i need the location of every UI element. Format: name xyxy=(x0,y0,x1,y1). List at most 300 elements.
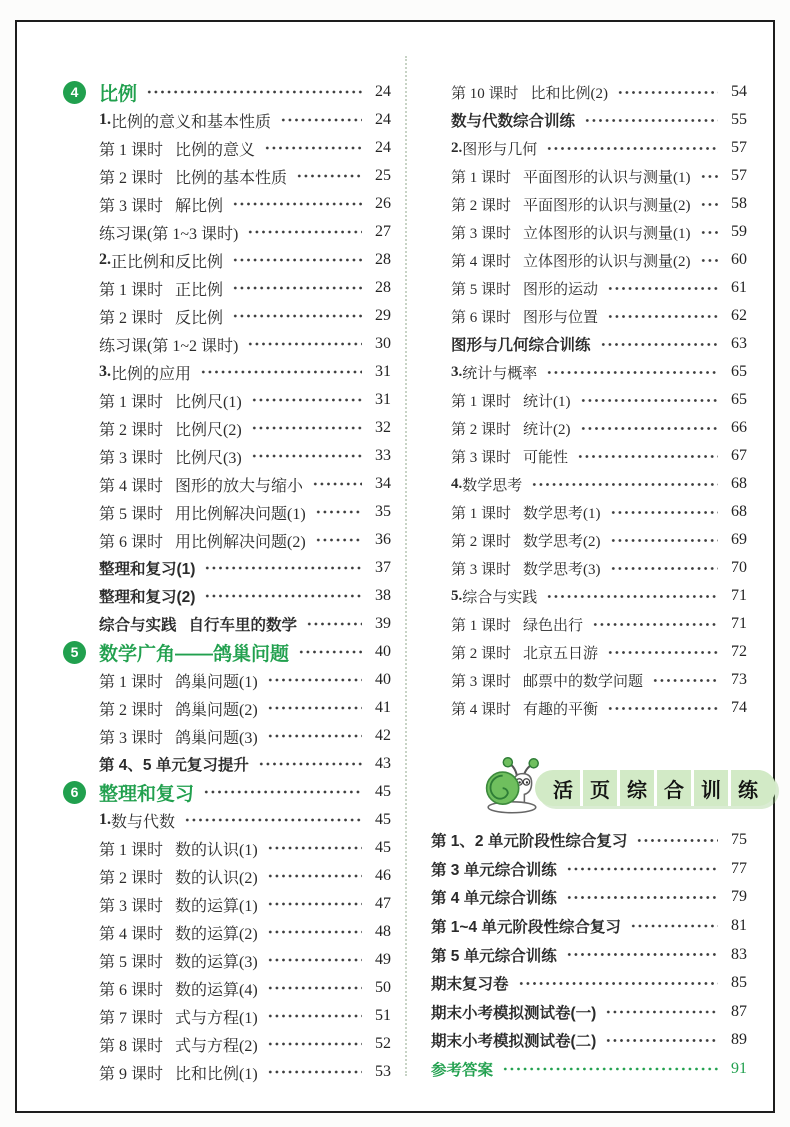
entry-label: 第 6 课时 xyxy=(99,981,164,999)
dot-leader xyxy=(232,252,362,268)
entry-label: 第 4 课时 xyxy=(451,701,512,718)
toc-entry xyxy=(431,1026,747,1055)
page-number: 30 xyxy=(375,335,391,352)
entry-label: 第 4 课时 xyxy=(451,253,512,270)
entry-title: 数与代数 xyxy=(111,813,176,831)
toc-entry xyxy=(431,218,747,246)
page-number: 62 xyxy=(731,307,747,324)
entry-label: 第 1 课时 xyxy=(99,673,164,691)
toc-entry xyxy=(63,806,391,834)
entry-title: 期末小考模拟测试卷(二) xyxy=(431,1033,597,1051)
page-number: 58 xyxy=(731,195,747,212)
toc-entry xyxy=(63,358,391,386)
page-number: 67 xyxy=(731,447,747,464)
toc-entry xyxy=(63,246,391,274)
dot-leader xyxy=(312,476,362,492)
toc-entry xyxy=(63,386,391,414)
entry-title: 平面图形的认识与测量(1) xyxy=(523,169,691,186)
toc-entry xyxy=(431,666,747,694)
dot-leader xyxy=(607,701,718,716)
entry-title: 北京五日游 xyxy=(523,645,599,662)
page-number: 27 xyxy=(375,223,391,240)
toc-entry xyxy=(431,134,747,162)
page-number: 69 xyxy=(731,531,747,548)
page-number: 75 xyxy=(731,831,747,849)
entry-title: 期末小考模拟测试卷(一) xyxy=(431,1004,597,1022)
page-number: 25 xyxy=(375,167,391,184)
entry-title: 绿色出行 xyxy=(523,617,584,634)
insert-title-char: 练 xyxy=(728,770,765,806)
section-number: 1. xyxy=(99,811,111,828)
toc-entry xyxy=(63,946,391,974)
page-number: 74 xyxy=(731,699,747,716)
page-number: 66 xyxy=(731,419,747,436)
toc-entry xyxy=(431,1055,747,1084)
entry-title: 练习课(第 1~2 课时) xyxy=(99,337,239,355)
toc-entry xyxy=(63,694,391,722)
entry-label: 第 2 课时 xyxy=(451,421,512,438)
section-number: 1. xyxy=(99,111,111,128)
dot-leader xyxy=(605,1032,718,1049)
toc-entry xyxy=(431,969,747,998)
page-number: 54 xyxy=(731,83,747,100)
entry-label: 第 2 课时 xyxy=(99,701,164,719)
page-number: 41 xyxy=(375,699,391,716)
entry-title: 第 4、5 单元复习提升 xyxy=(99,757,249,774)
entry-title: 鸽巢问题(1) xyxy=(175,673,258,691)
toc-entry xyxy=(63,610,391,638)
entry-title: 自行车里的数学 xyxy=(188,617,298,634)
dot-leader xyxy=(267,924,362,940)
chapter-number-badge: 5 xyxy=(63,641,86,664)
dot-leader xyxy=(607,281,718,296)
toc-entry xyxy=(431,554,747,582)
entry-label: 第 1 课时 xyxy=(451,617,512,634)
dot-leader xyxy=(700,253,718,268)
dot-leader xyxy=(584,113,718,128)
entry-title: 数与代数综合训练 xyxy=(451,113,576,130)
dot-leader xyxy=(298,644,362,660)
toc-entry xyxy=(63,498,391,526)
page-number: 50 xyxy=(375,979,391,996)
toc-entry xyxy=(63,274,391,302)
toc-entry xyxy=(63,554,391,582)
dot-leader xyxy=(315,504,362,520)
entry-label: 第 6 课时 xyxy=(451,309,512,326)
page-number: 43 xyxy=(375,755,391,772)
entry-title: 整理和复习(1) xyxy=(99,561,196,578)
dot-leader xyxy=(566,946,718,963)
page-number: 79 xyxy=(731,888,747,906)
page-number: 68 xyxy=(731,503,747,520)
dot-leader xyxy=(607,645,718,660)
entry-label: 第 7 课时 xyxy=(99,1009,164,1027)
entry-label: 第 4 课时 xyxy=(99,477,164,495)
entry-title: 反比例 xyxy=(175,309,224,327)
page-number: 73 xyxy=(731,671,747,688)
entry-title: 比和比例(1) xyxy=(175,1065,258,1083)
toc-entry xyxy=(431,498,747,526)
toc-entry xyxy=(431,302,747,330)
entry-title: 邮票中的数学问题 xyxy=(523,673,644,690)
dot-leader xyxy=(566,889,718,906)
entry-label: 第 3 课时 xyxy=(99,197,164,215)
entry-label: 第 6 课时 xyxy=(99,533,164,551)
toc-entry xyxy=(63,190,391,218)
entry-title: 第 1、2 单元阶段性综合复习 xyxy=(431,833,628,851)
toc-entry xyxy=(63,834,391,862)
entry-title: 式与方程(1) xyxy=(175,1009,258,1027)
dot-leader xyxy=(580,421,718,436)
toc-entry xyxy=(431,246,747,274)
toc-entry xyxy=(63,722,391,750)
page-number: 77 xyxy=(731,859,747,877)
entry-title: 比例的应用 xyxy=(111,365,192,383)
toc-entry xyxy=(63,582,391,610)
page-number: 81 xyxy=(731,917,747,935)
dot-leader xyxy=(267,840,362,856)
entry-label: 第 1 课时 xyxy=(99,393,164,411)
dot-leader xyxy=(232,280,362,296)
toc-entry xyxy=(63,470,391,498)
dot-leader xyxy=(251,392,362,408)
entry-label: 第 2 课时 xyxy=(451,197,512,214)
entry-title: 比和比例(2) xyxy=(530,85,609,102)
entry-title: 第 4 单元综合训练 xyxy=(431,890,557,908)
toc-entry xyxy=(63,638,391,666)
dot-leader xyxy=(203,784,362,800)
dot-leader xyxy=(251,420,362,436)
entry-title: 比例 xyxy=(99,83,138,105)
entry-label: 第 3 课时 xyxy=(451,449,512,466)
entry-title: 第 5 单元综合训练 xyxy=(431,947,557,965)
toc-entry xyxy=(63,78,391,106)
entry-title: 平面图形的认识与测量(2) xyxy=(523,197,691,214)
page-number: 31 xyxy=(375,363,391,380)
toc-entry xyxy=(63,890,391,918)
entry-label: 第 3 课时 xyxy=(451,225,512,242)
entry-title: 比例尺(3) xyxy=(175,449,242,467)
dot-leader xyxy=(636,832,718,849)
dot-leader xyxy=(610,533,718,548)
page-number: 38 xyxy=(375,587,391,604)
dot-leader xyxy=(267,868,362,884)
toc-entry xyxy=(63,162,391,190)
page-number: 28 xyxy=(375,279,391,296)
entry-title: 数的认识(1) xyxy=(175,841,258,859)
page-number: 59 xyxy=(731,223,747,240)
toc-entry xyxy=(63,218,391,246)
entry-title: 图形的放大与缩小 xyxy=(175,477,304,495)
dot-leader xyxy=(296,168,362,184)
page-number: 71 xyxy=(731,615,747,632)
page-number: 87 xyxy=(731,1002,747,1020)
entry-title: 第 1~4 单元阶段性综合复习 xyxy=(431,919,621,937)
page-number: 51 xyxy=(375,1007,391,1024)
toc-entry xyxy=(431,78,747,106)
entry-title: 数的运算(1) xyxy=(175,897,258,915)
entry-title: 鸽巢问题(2) xyxy=(175,701,258,719)
section-number: 4. xyxy=(451,475,463,492)
dot-leader xyxy=(267,980,362,996)
entry-title: 鸽巢问题(3) xyxy=(175,729,258,747)
dot-leader xyxy=(607,309,718,324)
entry-title: 统计与概率 xyxy=(462,365,538,382)
toc-left-column xyxy=(63,78,391,1086)
page-number: 60 xyxy=(731,251,747,268)
entry-label: 第 3 课时 xyxy=(451,673,512,690)
dot-leader xyxy=(577,449,718,464)
dot-leader xyxy=(267,728,362,744)
dot-leader xyxy=(518,975,718,992)
entry-title: 比例尺(2) xyxy=(175,421,242,439)
entry-label: 第 3 课时 xyxy=(99,729,164,747)
entry-title: 用比例解决问题(2) xyxy=(175,533,306,551)
entry-label: 第 2 课时 xyxy=(451,645,512,662)
entry-title: 数的运算(2) xyxy=(175,925,258,943)
toc-entry xyxy=(431,274,747,302)
dot-leader xyxy=(267,896,362,912)
entry-title: 立体图形的认识与测量(1) xyxy=(523,225,691,242)
entry-label: 第 2 课时 xyxy=(451,533,512,550)
toc-entry xyxy=(431,855,747,884)
toc-entry xyxy=(431,190,747,218)
page-number: 71 xyxy=(731,587,747,604)
toc-entry xyxy=(63,414,391,442)
section-number: 3. xyxy=(99,363,111,380)
toc-right-column xyxy=(431,78,758,1083)
entry-title: 数学广角——鸽巢问题 xyxy=(99,643,290,665)
toc-entry xyxy=(63,302,391,330)
entry-title: 可能性 xyxy=(523,449,569,466)
entry-title: 比例的基本性质 xyxy=(175,169,288,187)
dot-leader xyxy=(258,756,362,772)
dot-leader xyxy=(566,861,718,878)
page-number: 61 xyxy=(731,279,747,296)
toc-entry xyxy=(63,1002,391,1030)
toc-entry xyxy=(63,1058,391,1086)
page-number: 53 xyxy=(375,1063,391,1080)
section-number: 5. xyxy=(451,587,463,604)
insert-title-pill xyxy=(535,770,776,806)
page-number: 83 xyxy=(731,945,747,963)
entry-label: 第 2 课时 xyxy=(99,869,164,887)
insert-section-header xyxy=(431,768,758,810)
page-number: 85 xyxy=(731,974,747,992)
dot-leader xyxy=(264,140,362,156)
dot-leader xyxy=(184,812,362,828)
entry-title: 数学思考(3) xyxy=(523,561,601,578)
toc-entry xyxy=(431,694,747,722)
column-divider xyxy=(405,56,407,1076)
dot-leader xyxy=(204,560,362,576)
entry-title: 比例尺(1) xyxy=(175,393,242,411)
page-number: 24 xyxy=(375,83,391,100)
page-number: 52 xyxy=(375,1035,391,1052)
toc-entry xyxy=(431,582,747,610)
page-number: 29 xyxy=(375,307,391,324)
page-number: 37 xyxy=(375,559,391,576)
entry-label: 第 8 课时 xyxy=(99,1037,164,1055)
toc-entry xyxy=(431,330,747,358)
page-number: 57 xyxy=(731,167,747,184)
toc-entry xyxy=(431,470,747,498)
entry-label: 第 9 课时 xyxy=(99,1065,164,1083)
entry-title: 有趣的平衡 xyxy=(523,701,599,718)
chapter-number-badge: 4 xyxy=(63,81,86,104)
entry-title: 参考答案 xyxy=(431,1062,494,1080)
toc-entry xyxy=(63,106,391,134)
dot-leader xyxy=(267,952,362,968)
dot-leader xyxy=(605,1004,718,1021)
entry-title: 图形与几何综合训练 xyxy=(451,337,591,354)
toc-entry xyxy=(431,526,747,554)
toc-entry xyxy=(63,330,391,358)
dot-leader xyxy=(247,336,362,352)
entry-title: 数的认识(2) xyxy=(175,869,258,887)
dot-leader xyxy=(267,1008,362,1024)
dot-leader xyxy=(580,393,718,408)
page-number: 89 xyxy=(731,1031,747,1049)
chapter-number-badge: 6 xyxy=(63,781,86,804)
entry-label: 第 5 课时 xyxy=(451,281,512,298)
page-number: 35 xyxy=(375,503,391,520)
toc-entry xyxy=(431,610,747,638)
toc-entry xyxy=(63,666,391,694)
toc-entry xyxy=(63,442,391,470)
toc-entry xyxy=(431,940,747,969)
dot-leader xyxy=(600,337,718,352)
dot-leader xyxy=(700,197,718,212)
entry-label: 综合与实践 xyxy=(99,617,177,634)
page-number: 42 xyxy=(375,727,391,744)
toc-entry xyxy=(431,162,747,190)
insert-toc xyxy=(431,826,747,1083)
page-number: 45 xyxy=(375,839,391,856)
dot-leader xyxy=(232,308,362,324)
dot-leader xyxy=(200,364,362,380)
toc-entry xyxy=(431,442,747,470)
dot-leader xyxy=(267,1036,362,1052)
toc-entry xyxy=(63,778,391,806)
entry-label: 第 3 课时 xyxy=(451,561,512,578)
page-number: 32 xyxy=(375,419,391,436)
entry-label: 第 1 课时 xyxy=(451,393,512,410)
entry-label: 第 2 课时 xyxy=(99,169,164,187)
page-number: 55 xyxy=(731,111,747,128)
page-number: 72 xyxy=(731,643,747,660)
dot-leader xyxy=(267,672,362,688)
dot-leader xyxy=(306,616,362,632)
entry-label: 第 10 课时 xyxy=(451,85,519,102)
dot-leader xyxy=(546,589,718,604)
page-number: 24 xyxy=(375,139,391,156)
toc-entry xyxy=(63,862,391,890)
entry-title: 比例的意义和基本性质 xyxy=(111,113,272,131)
dot-leader xyxy=(592,617,718,632)
toc-entry xyxy=(431,998,747,1027)
entry-label: 第 1 课时 xyxy=(99,841,164,859)
entry-label: 第 3 课时 xyxy=(99,897,164,915)
dot-leader xyxy=(531,477,718,492)
dot-leader xyxy=(630,918,718,935)
page-number: 57 xyxy=(731,139,747,156)
dot-leader xyxy=(315,532,362,548)
page-number: 47 xyxy=(375,895,391,912)
page-number: 24 xyxy=(375,111,391,128)
entry-title: 图形与几何 xyxy=(462,141,538,158)
entry-label: 第 1 课时 xyxy=(99,141,164,159)
toc-entry xyxy=(431,386,747,414)
entry-title: 整理和复习(2) xyxy=(99,589,196,606)
toc-entry xyxy=(431,414,747,442)
entry-label: 第 1 课时 xyxy=(99,281,164,299)
entry-title: 数的运算(3) xyxy=(175,953,258,971)
entry-title: 正比例和反比例 xyxy=(111,253,224,271)
snail-icon xyxy=(485,754,541,814)
entry-label: 第 2 课时 xyxy=(99,309,164,327)
section-number: 3. xyxy=(451,363,463,380)
toc-entry xyxy=(63,526,391,554)
page-number: 91 xyxy=(731,1060,747,1078)
toc-entry xyxy=(431,638,747,666)
toc-entry xyxy=(431,826,747,855)
page-number: 65 xyxy=(731,391,747,408)
entry-label: 第 2 课时 xyxy=(99,421,164,439)
toc-entry xyxy=(63,974,391,1002)
page-number: 65 xyxy=(731,363,747,380)
insert-title-char: 页 xyxy=(580,770,617,806)
toc-entry xyxy=(63,918,391,946)
entry-title: 解比例 xyxy=(175,197,224,215)
page-number: 34 xyxy=(375,475,391,492)
entry-title: 练习课(第 1~3 课时) xyxy=(99,225,239,243)
toc-entry xyxy=(431,106,747,134)
entry-label: 第 4 课时 xyxy=(99,925,164,943)
page-number: 45 xyxy=(375,811,391,828)
dot-leader xyxy=(546,365,718,380)
dot-leader xyxy=(610,505,718,520)
entry-title: 式与方程(2) xyxy=(175,1037,258,1055)
page-number: 40 xyxy=(375,643,391,660)
dot-leader xyxy=(232,196,362,212)
entry-title: 用比例解决问题(1) xyxy=(175,505,306,523)
entry-title: 比例的意义 xyxy=(175,141,256,159)
entry-title: 正比例 xyxy=(175,281,224,299)
toc-entry xyxy=(63,1030,391,1058)
page-number: 63 xyxy=(731,335,747,352)
entry-title: 期末复习卷 xyxy=(431,976,509,994)
dot-leader xyxy=(251,448,362,464)
entry-title: 数学思考 xyxy=(462,477,523,494)
page-frame xyxy=(15,20,775,1113)
dot-leader xyxy=(204,588,362,604)
dot-leader xyxy=(700,169,718,184)
entry-title: 数学思考(1) xyxy=(523,505,601,522)
page-number: 45 xyxy=(375,783,391,800)
entry-label: 第 1 课时 xyxy=(451,169,512,186)
page-number: 26 xyxy=(375,195,391,212)
entry-label: 第 3 课时 xyxy=(99,449,164,467)
toc-entry xyxy=(431,883,747,912)
entry-title: 立体图形的认识与测量(2) xyxy=(523,253,691,270)
dot-leader xyxy=(146,84,362,100)
insert-title-char: 合 xyxy=(654,770,691,806)
entry-label: 第 5 课时 xyxy=(99,953,164,971)
dot-leader xyxy=(546,141,718,156)
page-number: 49 xyxy=(375,951,391,968)
entry-title: 统计(1) xyxy=(523,393,571,410)
